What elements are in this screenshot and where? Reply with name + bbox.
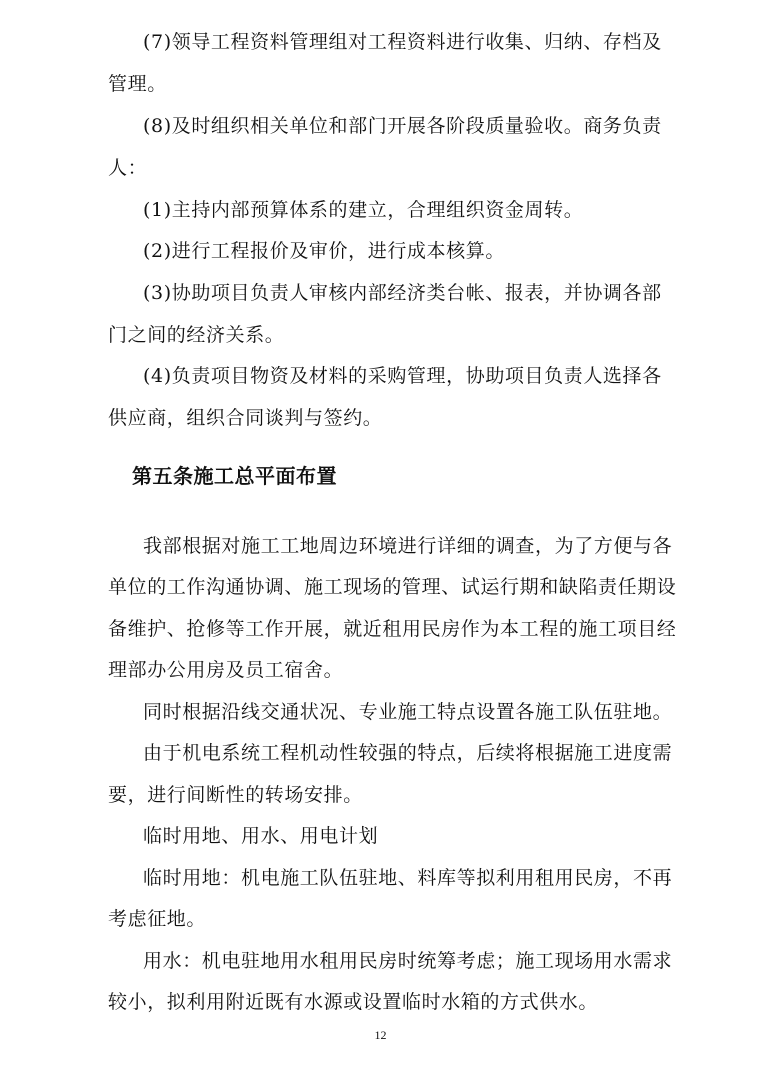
commerce-item1: (1)主持内部预算体系的建立，合理组织资金周转。 bbox=[143, 199, 584, 221]
commerce-item4-line2: 供应商，组织合同谈判与签约。 bbox=[108, 407, 383, 429]
para3-line1: 由于机电系统工程机动性较强的特点，后续将根据施工进度需 bbox=[143, 742, 673, 764]
commerce-item3-line1: (3)协助项目负责人审核内部经济类台帐、报表，并协调各部 bbox=[143, 282, 662, 304]
land-line1: 临时用地：机电施工队伍驻地、料库等拟利用租用民房，不再 bbox=[143, 867, 673, 889]
para1-line2: 单位的工作沟通协调、施工现场的管理、试运行期和缺陷责任期设 bbox=[108, 576, 677, 598]
water-line1: 用水：机电驻地用水租用民房时统筹考虑；施工现场用水需求 bbox=[143, 950, 673, 972]
subheading: 临时用地、用水、用电计划 bbox=[143, 825, 379, 847]
land-line2: 考虑征地。 bbox=[108, 908, 207, 930]
commerce-item4-line1: (4)负责项目物资及材料的采购管理，协助项目负责人选择各 bbox=[143, 365, 662, 387]
commerce-item3-line2: 门之间的经济关系。 bbox=[108, 324, 285, 346]
para1-line4: 理部办公用房及员工宿舍。 bbox=[108, 659, 344, 681]
para2: 同时根据沿线交通状况、专业施工特点设置各施工队伍驻地。 bbox=[143, 701, 673, 723]
water-line2: 较小，拟利用附近既有水源或设置临时水箱的方式供水。 bbox=[108, 991, 599, 1013]
para1-line1: 我部根据对施工工地周边环境进行详细的调查，为了方便与各 bbox=[143, 535, 673, 557]
page-number: 12 bbox=[374, 1028, 387, 1042]
section-heading: 第五条施工总平面布置 bbox=[132, 464, 337, 488]
item7-text-line2: 管理。 bbox=[108, 73, 167, 95]
item8-text-line2: 人： bbox=[108, 157, 148, 179]
item7-text-line1: (7)领导工程资料管理组对工程资料进行收集、归纳、存档及 bbox=[143, 31, 662, 53]
item8-text-line1: (8)及时组织相关单位和部门开展各阶段质量验收。商务负责 bbox=[143, 115, 662, 137]
para1-line3: 备维护、抢修等工作开展，就近租用民房作为本工程的施工项目经 bbox=[108, 618, 677, 640]
commerce-item2: (2)进行工程报价及审价，进行成本核算。 bbox=[143, 240, 505, 262]
para3-line2: 要，进行间断性的转场安排。 bbox=[108, 784, 363, 806]
